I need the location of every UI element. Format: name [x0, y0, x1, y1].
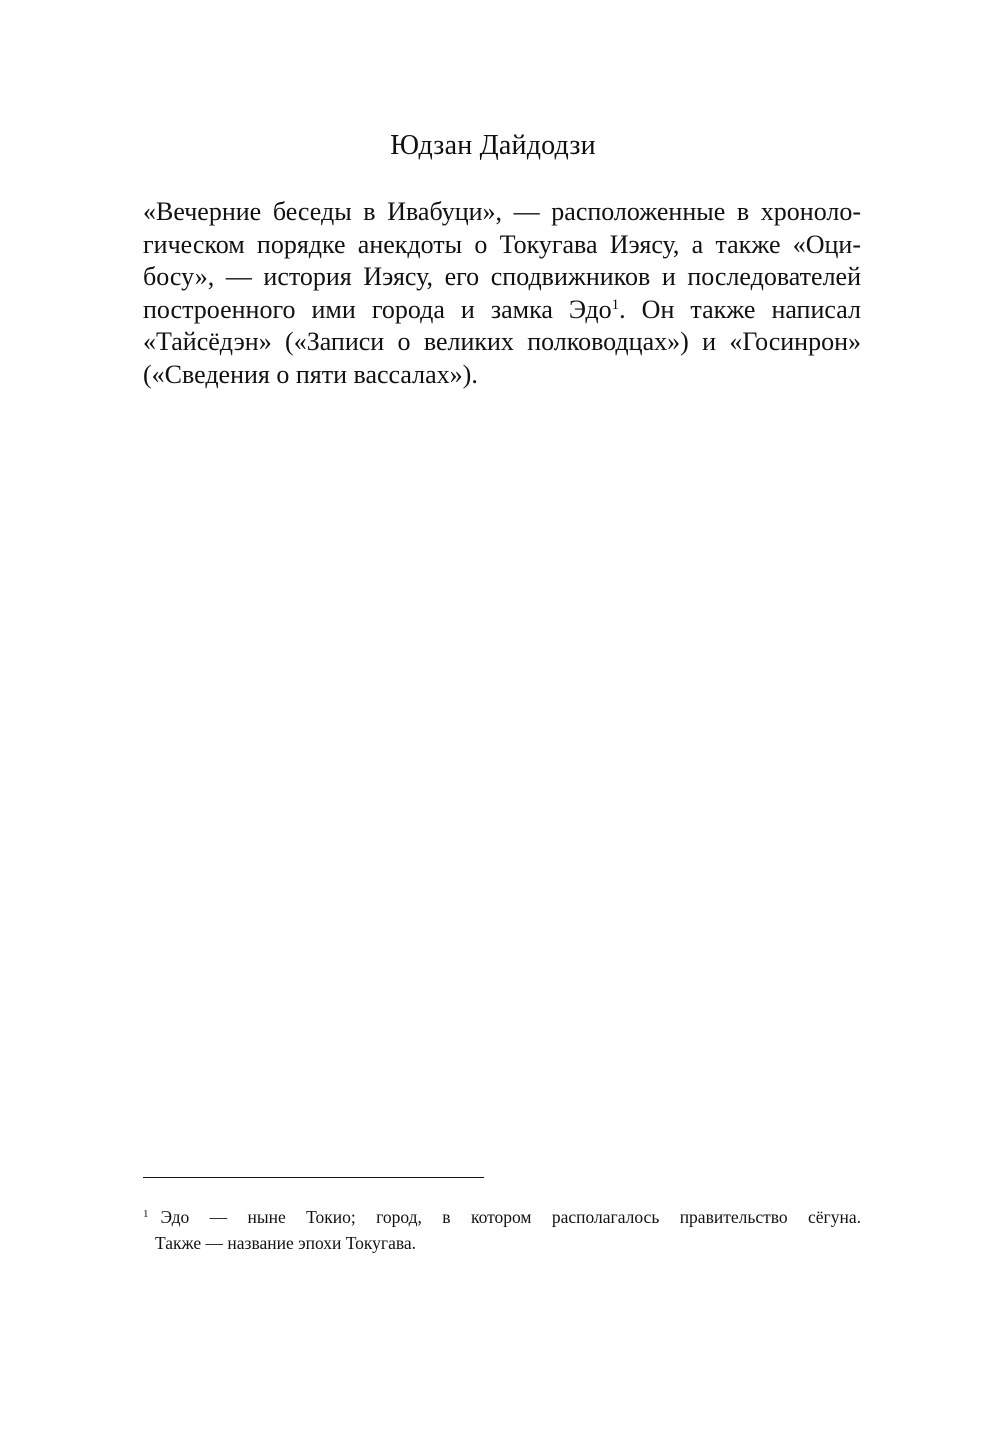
- footnote-marker: 1: [143, 1208, 149, 1220]
- footnote-separator: [143, 1177, 484, 1178]
- paragraph-line-tail: . Он также написал: [619, 294, 861, 324]
- paragraph-line: «Вечерние беседы в Ивабуци», — расположенные в хроноло-: [143, 197, 861, 226]
- paragraph-line: («Сведения о пяти вассалах»).: [143, 359, 478, 389]
- page-header: Юдзан Дайдодзи: [390, 130, 596, 161]
- paragraph-line: гическом порядке анекдоты о Токугава Иэясу, а также «Оци-: [143, 229, 861, 259]
- footnote: [143, 1204, 861, 1256]
- paragraph-line-with-footnote: [143, 294, 861, 327]
- footnote-text: Эдо — ныне Токио; город, в котором располагалось правительство сёгуна.: [160, 1207, 861, 1227]
- footnote-line: [143, 1204, 861, 1230]
- paragraph-line: босу», — история Иэясу, его сподвижников и последователей: [143, 262, 861, 292]
- paragraph-line: «Тайсёдэн» («Записи о великих полководцах») и «Госинрон»: [143, 327, 861, 357]
- main-paragraph: [143, 196, 861, 392]
- footnote-reference[interactable]: 1: [611, 296, 620, 313]
- paragraph-line-text: построенного ими города и замка Эдо: [143, 294, 612, 324]
- footnote-line: Также — название эпохи Токугава.: [155, 1233, 417, 1253]
